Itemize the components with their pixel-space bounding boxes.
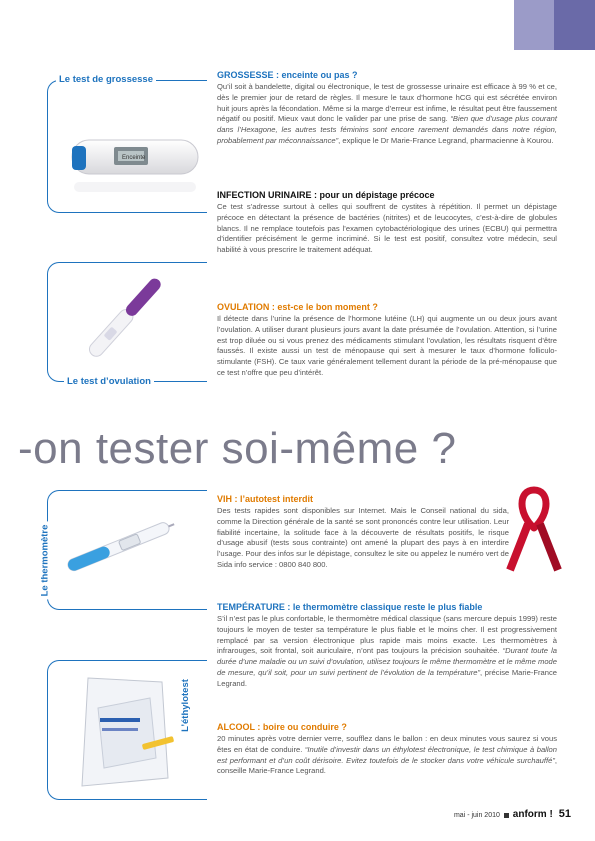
aids-ribbon-icon xyxy=(504,484,564,574)
article-temperature-text: S’il n’est pas le plus confortable, le thermomètre médical classique (sans mercure depuis 1999) reste toujours le moyen de tester sa température le plus fiable et le moins cher. Il est progressivement remplacé par sa version électronique plus rapide mais moins exacte. Les thermomètres à infrarouges, soit frontal, soit auriculaire, n’ont pas toujours la précision souhaitée. xyxy=(217,614,557,656)
article-grossesse-end: , explique le Dr Marie-France Legrand, pharmacienne à Kourou. xyxy=(338,135,554,145)
page-footer xyxy=(454,808,571,820)
corner-block-dark xyxy=(554,0,595,50)
corner-block-light xyxy=(514,0,554,50)
article-grossesse-body xyxy=(217,82,557,147)
label-ethylotest: L’éthylotest xyxy=(180,676,191,735)
article-temperature-title: TEMPÉRATURE : le thermomètre classique reste le plus fiable xyxy=(217,602,483,612)
breathalyzer-image xyxy=(70,668,180,794)
article-urinaire-title: INFECTION URINAIRE : pour un dépistage précoce xyxy=(217,190,435,200)
article-urinaire-body: Ce test s’adresse surtout à celles qui souffrent de cystites à répétition. Il permet un dépistage précoce en détectant la présence de bactéries (nitrites) et de leucocytes, c’est-à-dire de globules blancs. Il ne remplace toutefois pas l’examen cytobactériologique des urines (ECBU) qui permettra d’identifier précisément le germe incriminé. Si le test est positif, consultez votre médecin, seul habilité à vous prescrire le traitement adéquat. xyxy=(217,202,557,255)
article-ovulation xyxy=(217,302,557,379)
article-ovulation-title: OVULATION : est-ce le bon moment ? xyxy=(217,302,378,312)
svg-text:Enceinte: Enceinte xyxy=(122,155,146,161)
article-alcool-title: ALCOOL : boire ou conduire ? xyxy=(217,722,347,732)
label-ovulation: Le test d’ovulation xyxy=(64,376,154,387)
article-alcool-text: 20 minutes après votre dernier verre, soufflez dans le ballon : en deux minutes vous saurez si vous êtes en état de conduire. xyxy=(217,734,557,754)
article-alcool xyxy=(217,722,557,777)
article-temperature-body xyxy=(217,614,557,690)
article-temperature-quote: “Durant toute la durée d’une maladie ou un suivi d’ovulation, utilisez toujours le même thermomètre et le même mode de mesure, qu’il soit, pour un suivi pertinent de l’évolution de la température” xyxy=(217,646,557,677)
footer-date: mai - juin 2010 xyxy=(453,812,500,819)
label-grossesse: Le test de grossesse xyxy=(56,74,156,85)
thermometer-image xyxy=(60,510,180,580)
article-vih xyxy=(217,494,509,571)
article-temperature xyxy=(217,602,557,690)
page-number: 51 xyxy=(558,808,571,820)
footer-square-icon xyxy=(504,813,509,818)
article-grossesse-title: GROSSESSE : enceinte ou pas ? xyxy=(217,70,358,80)
article-temperature-end: , précise Marie-France Legrand. xyxy=(217,667,557,688)
pregnancy-test-image xyxy=(70,120,200,200)
ovulation-test-image xyxy=(76,268,176,368)
article-grossesse xyxy=(217,70,557,147)
article-vih-title: VIH : l’autotest interdit xyxy=(217,494,314,504)
article-alcool-quote: “Inutile d’investir dans un éthylotest électronique, le test chimique à ballon est performant et d’un coût dérisoire. Evitez toutefois de le stocker dans votre véhicule surchauffé” xyxy=(217,744,557,765)
article-urinaire xyxy=(217,190,557,256)
article-vih-body: Des tests rapides sont disponibles sur Internet. Mais le Conseil national du sida, comme la Direction générale de la santé se sont prononcés contre leur utilisation. Leur fiabilité incertaine, la solitude face à la découverte de résultats positifs, le risque d’usage abusif (tests sous contrainte) ont amené la plupart des pays à en interdire l’usage. Pour des infos sur le dépistage, consultez le site ou appelez le numéro vert de Sida info service : 0800 840 800. xyxy=(217,506,509,569)
article-grossesse-text: Qu’il soit à bandelette, digital ou électronique, le test de grossesse urinaire est efficace à 99 % et ce, dès le premier jour de retard de règles. Il mesure le taux d’hormone hCG qui est sécrétée environ huit jours après la fécondation. Même si la marge d’erreur est infime, le résultat peut être faussement négatif ou positif. Mieux vaut donc le valider par une prise de sang. xyxy=(217,82,557,124)
headline: -on tester soi-même ? xyxy=(18,424,457,473)
label-thermometre: Le thermomètre xyxy=(39,522,50,600)
article-ovulation-body: Il détecte dans l’urine la présence de l’hormone lutéine (LH) qui augmente un ou deux jours avant l’ovulation. A utiliser durant plusieurs jours avant la date présumée de l’ovulation. Attention, si l’urine est trop diluée ou si vous prenez des médicaments stimulant l’ovulation, les résultats risquent d’être faussés. Il existe aussi un test de ménopause qui sert à mesurer le taux d’hormone folliculo-stimulante (FSH). Ce taux varie généralement tellement durant la période de la pré-ménopause que ce test n’offre que peu d’intérêt. xyxy=(217,314,557,377)
article-grossesse-quote: “Bien que d’usage plus courant dans l’Hexagone, les autres tests féminins sont encore rarement demandés dans notre région, probablement par méconnaissance” xyxy=(217,114,557,145)
footer-brand: anform ! xyxy=(512,809,553,820)
article-alcool-end: , conseille Marie-France Legrand. xyxy=(217,755,557,776)
article-alcool-body xyxy=(217,734,557,777)
